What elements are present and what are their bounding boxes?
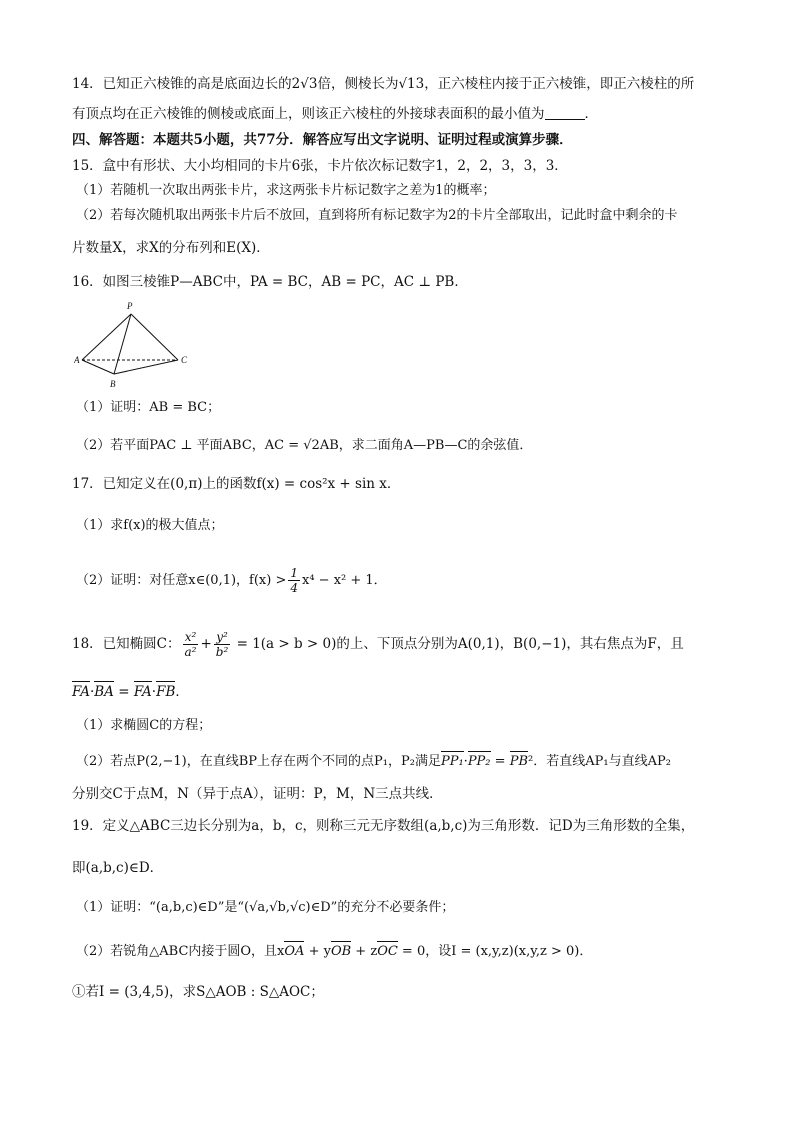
- q14-line1: 14．已知正六棱锥的高是底面边长的2√3倍，侧棱长为√13，正六棱柱内接于正六棱锥，即正六棱柱的所: [72, 76, 695, 92]
- q19-part2: [76, 942, 736, 962]
- q18-part2-text: （2）若点P(2,−1)，在直线BP上存在两个不同的点P₁，P₂满足: [76, 754, 441, 769]
- q15-stem: 15．盒中有形状、大小均相同的卡片6张，卡片依次标记数字1，2，2，3，3，3．: [72, 158, 568, 174]
- vector-BA: BA: [94, 684, 114, 700]
- q19-stem2: 即(a,b,c)∈D．: [72, 860, 164, 876]
- q14-line2-text: 有顶点均在正六棱锥的侧棱或底面上，则该正六棱柱的外接球表面积的最小值为: [72, 106, 545, 122]
- edge-PB: [114, 314, 131, 374]
- vector-OA: OA: [284, 944, 305, 959]
- q16-part2: （2）若平面PAC ⊥ 平面ABC，AC = √2AB，求二面角A—PB—C的余弦值．: [76, 438, 533, 453]
- q19-subpart1: ①若I = (3,4,5)，求S△AOB : S△AOC；: [72, 984, 324, 1000]
- q18-part2-line1: （2）若点P(2,−1)，在直线BP上存在两个不同的点P₁，P₂满足PP₁·PP₂ = PB²．若直线AP₁与直线AP₂: [76, 754, 671, 769]
- frac-num: x²: [183, 630, 199, 645]
- frac-num: y²: [214, 630, 231, 645]
- q18-vector-condition: FA·BA = FA·FB．: [72, 684, 189, 700]
- q17-part2-end: x⁴ − x² + 1．: [302, 573, 387, 588]
- edge-PC: [131, 314, 178, 360]
- label-C: C: [181, 355, 188, 365]
- q19-part2-text: （2）若锐角△ABC内接于圆O，且x: [76, 944, 285, 959]
- answer-blank: [545, 105, 585, 120]
- q14-line2-end: ．: [584, 106, 598, 122]
- pyramid-figure: [74, 298, 194, 390]
- vector-PP1: PP₁: [440, 754, 464, 769]
- q17-part2: [76, 566, 736, 595]
- q18-stem: 18．已知椭圆C： $\frac{\text{x²}}{\text{a²}}$ + $\frac{\text{y²}}{\text{b²}}$ = 1(a > b > 0)的上、下顶点分别为A(0,1)，B(0,−1)，其右焦点为F，且: [72, 630, 684, 659]
- frac-den: a²: [184, 645, 197, 659]
- frac-num: 1: [290, 566, 298, 580]
- vector-FA: FA: [72, 684, 90, 700]
- edge-AB: [82, 360, 114, 374]
- q19-part1: （1）证明：“(a,b,c)∈D”是“(√a,√b,√c)∈D”的充分不必要条件；: [76, 900, 455, 915]
- vector-PB: PB: [509, 754, 529, 769]
- q19-stem: 19．定义△ABC三边长分别为a，b，c，则称三元无序数组(a,b,c)为三角形数．记D为三角形数的全集，: [72, 818, 695, 834]
- q15-part1: （1）若随机一次取出两张卡片，求这两张卡片标记数字之差为1的概率；: [76, 183, 496, 198]
- label-B: B: [110, 379, 116, 389]
- q14-line2: [72, 104, 732, 124]
- q16-part1: （1）证明：AB = BC；: [76, 400, 221, 415]
- q18-part1: （1）求椭圆C的方程；: [76, 718, 212, 733]
- fraction-x2-a2: [183, 630, 199, 659]
- vector-OB: OB: [330, 944, 352, 959]
- frac-den: 4: [290, 581, 298, 595]
- q19-plus-y: + y: [304, 944, 331, 959]
- q17-part2-text: （2）证明：对任意x∈(0,1)，f(x) >: [76, 573, 287, 588]
- vector-PP2: PP₂: [467, 754, 491, 769]
- frac-den: b²: [215, 645, 229, 659]
- vector-FB: FB: [156, 684, 176, 700]
- q15-part2-line2: 片数量X，求X的分布列和E(X)．: [72, 240, 270, 256]
- q19-plus-z: + z: [351, 944, 378, 959]
- section-heading: 四、解答题：本题共5小题，共77分．解答应写出文字说明、证明过程或演算步骤．: [72, 132, 573, 148]
- label-P: P: [127, 301, 133, 311]
- q18-part2-mid: ．若直线AP₁与直线AP₂: [533, 754, 671, 769]
- fraction-y2-b2: [214, 630, 231, 659]
- q15-part2-line1: （2）若每次随机取出两张卡片后不放回，直到将所有标记数字为2的卡片全部取出，记此时盒中剩余的卡: [76, 208, 678, 223]
- q19-part2-end: = 0，设I = (x,y,z)(x,y,z > 0)．: [397, 944, 593, 959]
- vector-OC: OC: [377, 944, 398, 959]
- q16-stem: 16．如图三棱锥P—ABC中，PA = BC，AB = PC，AC ⊥ PB．: [72, 274, 468, 290]
- q18-stem-rest: = 1(a > b > 0)的上、下顶点分别为A(0,1)，B(0,−1)，其右焦点为F，且: [232, 636, 684, 652]
- q17-stem: 17．已知定义在(0,π)上的函数f(x) = cos²x + sin x．: [72, 476, 401, 492]
- q17-part1: （1）求f(x)的极大值点；: [76, 518, 224, 533]
- q18-part2-line2: 分别交C于点M，N（异于点A），证明：P，M，N三点共线．: [72, 786, 443, 802]
- label-A: A: [74, 355, 80, 365]
- fraction-one-quarter: [288, 566, 300, 595]
- edge-PA: [82, 314, 131, 360]
- edge-BC: [114, 360, 178, 374]
- vector-FA: FA: [133, 684, 152, 700]
- q18-stem-start: 18．已知椭圆C：: [72, 636, 181, 652]
